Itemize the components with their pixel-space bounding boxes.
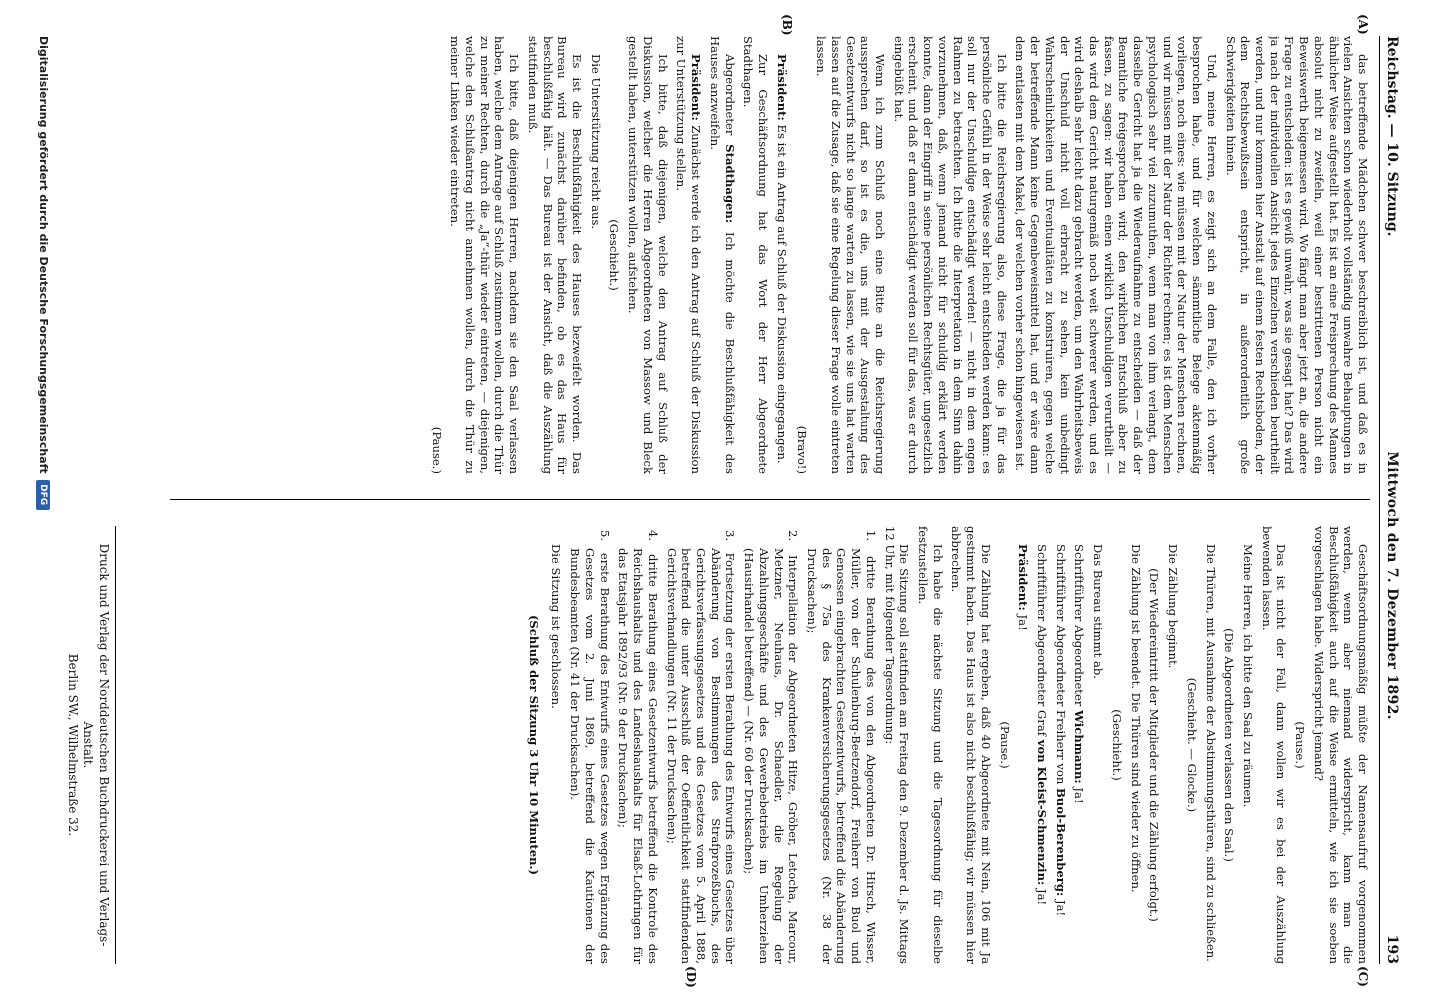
left-column bbox=[130, 36, 1370, 474]
paragraph: Ich bitte, daß diejenigen Herren, nachdem sie den Saal verlassen haben, welche dem Antrage auf Schluß zustimmen wollen, durch die Thür zu meiner Rechten, durch die „Ja“-thür wieder eintreten, — diejenigen, welche den Schlußantrag nicht annehmen wollen, durch die Thür zu meiner Linken wieder eintreten. bbox=[448, 36, 522, 474]
paragraph: Ich bitte, daß diejenigen, welche den Antrag auf Schluß der Diskussion, welcher die Herren Abgeordneten von Massow und Bleck gestellt haben, unterstützen wollen, aufstehen. bbox=[626, 36, 670, 474]
agenda-number: 1. bbox=[863, 530, 878, 542]
paragraph: Zur Geschäftsordnung hat das Wort der Herr Abgeordnete Stadthagen. bbox=[741, 36, 770, 474]
paragraph: Das Bureau stimmt ab. bbox=[1091, 544, 1106, 679]
agenda-text: dritte Berathung eines Gesetzentwurfs betreffend die Kontrole des Reichshaushalts und des Landeshaushalts für Elsaß-Lothringen für das Etatsjahr 1892/93 (Nr. 9 der Drucksachen); bbox=[616, 548, 660, 964]
speech-text: Zunächst werde ich den Antrag auf Schluß der Diskussion zur Unterstützung stellen. bbox=[674, 36, 704, 474]
stage-note: (Geschieht.) bbox=[607, 219, 622, 291]
paragraph: Ich bitte die Reichsregierung also, diese Frage, die ja für das persönliche Gefühl in der Weise sehr leicht entschieden werden kann: es soll nur der Unschuldige entschädigt werden! — nicht in dem engen Rahmen zu betrachten. Ich bitte die Interpretation in dem Sinn dahin vorzunehmen, daß, wenn jemand nicht für schuldig erklärt werden konnte, dann der Eingriff in seine persönlichen Rechtsgüter, ungesetzlich erscheint, und daß er dann entschädigt werden soll für das, was er durch eingebüßt hat. bbox=[891, 36, 1009, 474]
paragraph: Die Sitzung soll stattfinden am Freitag den 9. Dezember d. Js. Mittags 12 Uhr, mit folgender Tagesordnung: bbox=[882, 526, 912, 964]
agenda-item bbox=[568, 526, 612, 964]
agenda-item bbox=[741, 526, 800, 964]
speaker-name: Präsident: bbox=[689, 54, 704, 121]
imprint-line: Druck und Verlag der Norddeutschen Buchdruckerei und Verlags-Anstalt. bbox=[81, 543, 111, 947]
column-divider bbox=[170, 499, 1370, 500]
applause-note: (Bravo!) bbox=[795, 425, 810, 474]
pause-note: (Pause.) bbox=[1293, 721, 1308, 769]
agenda-number: 4. bbox=[645, 530, 660, 542]
speech-text: Ja! bbox=[1072, 787, 1087, 804]
speaker-name: Buol-Berenberg: bbox=[1053, 788, 1068, 897]
page-title-left: Reichstag. — 10. Sitzung. bbox=[1383, 36, 1400, 237]
speaker-name: Präsident: bbox=[774, 54, 789, 121]
running-head bbox=[1379, 36, 1402, 964]
stage-note: (Die Abgeordneten verlassen den Saal.) bbox=[1222, 628, 1237, 862]
pause-note: (Pause.) bbox=[429, 426, 444, 474]
speaker-name: Präsident: bbox=[1016, 544, 1031, 611]
session-close-note: (Schluß der Sitzung 3 Uhr 10 Minuten.) bbox=[526, 614, 541, 876]
speech-text: Ja! bbox=[1053, 899, 1068, 917]
page-date: Mittwoch den 7. Dezember 1892. bbox=[1383, 451, 1400, 720]
speech-text: Ich möchte die Beschlußfähigkeit des Hauses anzweifeln. bbox=[707, 36, 737, 474]
speaker-role: Schriftführer Abgeordneter Graf bbox=[1035, 544, 1050, 737]
printer-imprint bbox=[64, 526, 116, 964]
paragraph: Es ist die Beschlußfähigkeit des Hauses bezweifelt worden. Das Bureau wird zunächst darüber befinden, ob es das Haus für beschlußfähig hält. — Das Bureau ist der Ansicht, daß die Auszählung stattfinden muß. bbox=[525, 36, 585, 474]
speech-text: Es ist ein Antrag auf Schluß der Diskussion eingegangen. bbox=[774, 124, 789, 464]
paragraph: Die Thüren, mit Ausnahme der Abstimmungsthüren, sind zu schließen. bbox=[1203, 544, 1218, 962]
credit-text: Digitalisierung gefördert durch die Deutsche Forschungsgemeinschaft bbox=[36, 36, 50, 474]
paragraph: Die Zählung ist beendet. Die Thüren sind wieder zu öffnen. bbox=[1128, 544, 1143, 893]
paragraph: Wenn ich zum Schluß noch eine Bitte an die Reichsregierung aussprechen darf, so ist es die, uns mit der Ausgestaltung des Gesetzentwurfs nicht so lange warten zu lassen, wie sie uns hat warten lassen auf die Zusage, daß sie eine Regelung dieser Frage wolle eintreten lassen. bbox=[814, 36, 887, 474]
agenda-number: 3. bbox=[723, 530, 738, 542]
paragraph: Die Zählung beginnt. bbox=[1166, 544, 1181, 669]
paragraph: Geschäftsordnungsmäßig müßte der Namensaufruf vorgenommen werden, wenn aber niemand widerspricht, kann man die Beschlußfähigkeit auch auf die Weise ermitteln, wie ich sie soeben vorgeschlagen habe. Widerspricht jemand? bbox=[1311, 526, 1370, 964]
stage-note: (Der Wiedereintritt der Mitglieder und die Zählung erfolgt.) bbox=[1147, 568, 1162, 922]
dfg-logo-icon: DFG bbox=[36, 480, 50, 510]
agenda-item bbox=[664, 526, 738, 964]
speaker-role: Schriftführer Abgeordneter bbox=[1072, 544, 1087, 707]
speaker-role: Schriftführer Abgeordneter Freiherr von bbox=[1053, 544, 1068, 785]
paragraph: Ich habe die nächste Sitzung und die Tagesordnung für dieselbe festzustellen. bbox=[916, 526, 945, 964]
stage-note: (Geschieht. — Glocke.) bbox=[1184, 677, 1199, 813]
agenda-text: Fortsetzung der ersten Berathung des Entwurfs eines Gesetzes über Abänderung von Bestimmungen des Strafprozeßbuchs, des Gerichtsverfassungsgesetzes und des Gesetzes vom 5. April 1888, betreffend die unter Ausschluß der Oeffentlichkeit stattfindenden Gerichtsverhandlungen (Nr. 11 der Drucksachen); bbox=[664, 548, 738, 964]
speech bbox=[674, 36, 703, 474]
speaker-name: von Kleist-Schmenzin: bbox=[1035, 739, 1050, 886]
margin-mark-b: (B) bbox=[780, 14, 794, 36]
page-number: 193 bbox=[1383, 934, 1400, 964]
paragraph: das betreffende Mädchen schwer beschreiblich ist, und daß es in vielen Ansichten schon wiederholt vollständig unwahre Behauptungen in ähnlicher Weise aufgestellt hat. Es ist an eine Freisprechung des Mannes absolut nicht zu zweifeln, weil einer bestrittenen Person nicht ein Beweiswerth beigemessen wird. Wo fängt man aber jetzt an, die andere Frage zu entscheiden: ist es gewiß unwahr, was sie gesagt hat? Das wird ja nach der individuellen Ansicht jedes Einzelnen verschieden beurtheilt werden, und nur kommen hier Anstalt auf einem festen Rechtsboden, der dem Rechtsbewußtsein entspricht, in außerordentlich große Schwierigkeiten hinein. bbox=[1223, 36, 1370, 474]
scanned-page bbox=[16, 10, 1416, 990]
paragraph: Die Zählung hat ergeben, daß 40 Abgeordnete mit Nein, 106 mit Ja gestimmt haben. Das Haus ist also nicht beschlußfähig; wir müssen hier abbrechen. bbox=[949, 526, 993, 964]
agenda-number: 5. bbox=[597, 530, 612, 542]
speech bbox=[1053, 526, 1068, 964]
paragraph: Und, meine Herren, es zeigt sich an dem Falle, den ich vorher besprochen habe, und für welchen sämmtliche Belege aktenmäßig vorliegen, noch eines: wie müssen mit der Natur der Menschen rechnen, und wir müssen mit der Natur der Richter rechnen; es ist dem Menschen psychologisch sehr viel zuzumuthen, wenn man von ihm verlangt, dem dasselbe Gericht hat ja die Wiederaufnahme zu entscheiden — daß der Beamtliche freigesprochen wird; den wirklichen Entschluß aber zu fassen, zu sagen: wir haben einen wirklich Unschuldigen verurtheilt — das wird dem Gericht naturgemäß noch weit schwerer werden, und es wird deshalb sehr leicht dazu gebracht werden, um den Wahrheitsbeweis der Unschuld nicht voll erbracht zu sehen, kein unbedingt Wahrscheinlichkeiten und Eventualitäten zu konstruiren, gegen welche der betreffende Mann keine Gegenbeweismittel hat, und er wäre dann dem entlasten mit dem Makel, der welchen vorher schon hingewiesen ist. bbox=[1013, 36, 1219, 474]
right-column bbox=[130, 526, 1370, 964]
agenda-item bbox=[804, 526, 878, 964]
paragraph: Die Unterstützung reicht aus. bbox=[588, 54, 603, 230]
speech-text: Ja! bbox=[1035, 888, 1050, 906]
paragraph: Das ist nicht der Fall, dann wollen wir es bei der Auszählung bewenden lassen. bbox=[1259, 526, 1289, 964]
agenda-number: 2. bbox=[786, 530, 801, 542]
speech bbox=[707, 36, 736, 474]
speech bbox=[1072, 526, 1087, 964]
speaker-name: Wichmann: bbox=[1072, 710, 1087, 784]
speaker-role: Abgeordneter bbox=[722, 54, 737, 136]
agenda-text: Interpellation der Abgeordneten Hitze, Gröber, Letocha, Marcour, Metzner, Neuhaus, Dr. Schaedler, die Regelung der Abzahlungsgeschäfte und des Gewerbebetriebs im Umherziehen (Hausirhandel betreffend) — (Nr. 60 der Drucksachen); bbox=[742, 548, 801, 964]
paragraph: Meine Herren, ich bitte den Saal zu räumen. bbox=[1240, 544, 1255, 808]
margin-mark-d: (D) bbox=[684, 966, 698, 988]
stage-note: (Geschieht.) bbox=[1109, 709, 1124, 781]
digitization-credit bbox=[32, 36, 54, 510]
pause-note: (Pause.) bbox=[997, 721, 1012, 769]
imprint-line: Berlin SW., Wilhelmstraße 32. bbox=[65, 653, 80, 837]
agenda-text: erste Berathung des Entwurfs eines Gesetzes wegen Ergänzung des Gesetzes vom 2. Juni 1869, betreffend die Kautionen der Bundesbeamten (Nr. 41 der Drucksachen). bbox=[568, 548, 612, 964]
speech bbox=[774, 36, 789, 474]
speech bbox=[1034, 526, 1049, 964]
speech-text: Ja! bbox=[1016, 614, 1031, 631]
margin-mark-a: (A) bbox=[1356, 14, 1370, 35]
speech bbox=[1016, 526, 1031, 964]
agenda-item bbox=[616, 526, 660, 964]
agenda-text: dritte Berathung des von den Abgeordneten Dr. Hirsch, Wisser, Müller, von der Schulenburg-Beetzendorf, Freiherr von Buol und Genossen eingebrachten Gesetzentwurfs, betreffend die Abänderung des § 75a des Krankenversicherungsgesetzes (Nr. 38 der Drucksachen); bbox=[805, 548, 878, 964]
margin-mark-c: (C) bbox=[1356, 966, 1370, 987]
paragraph: Die Sitzung ist geschlossen. bbox=[549, 544, 564, 709]
speaker-name: Stadthagen: bbox=[722, 144, 737, 224]
